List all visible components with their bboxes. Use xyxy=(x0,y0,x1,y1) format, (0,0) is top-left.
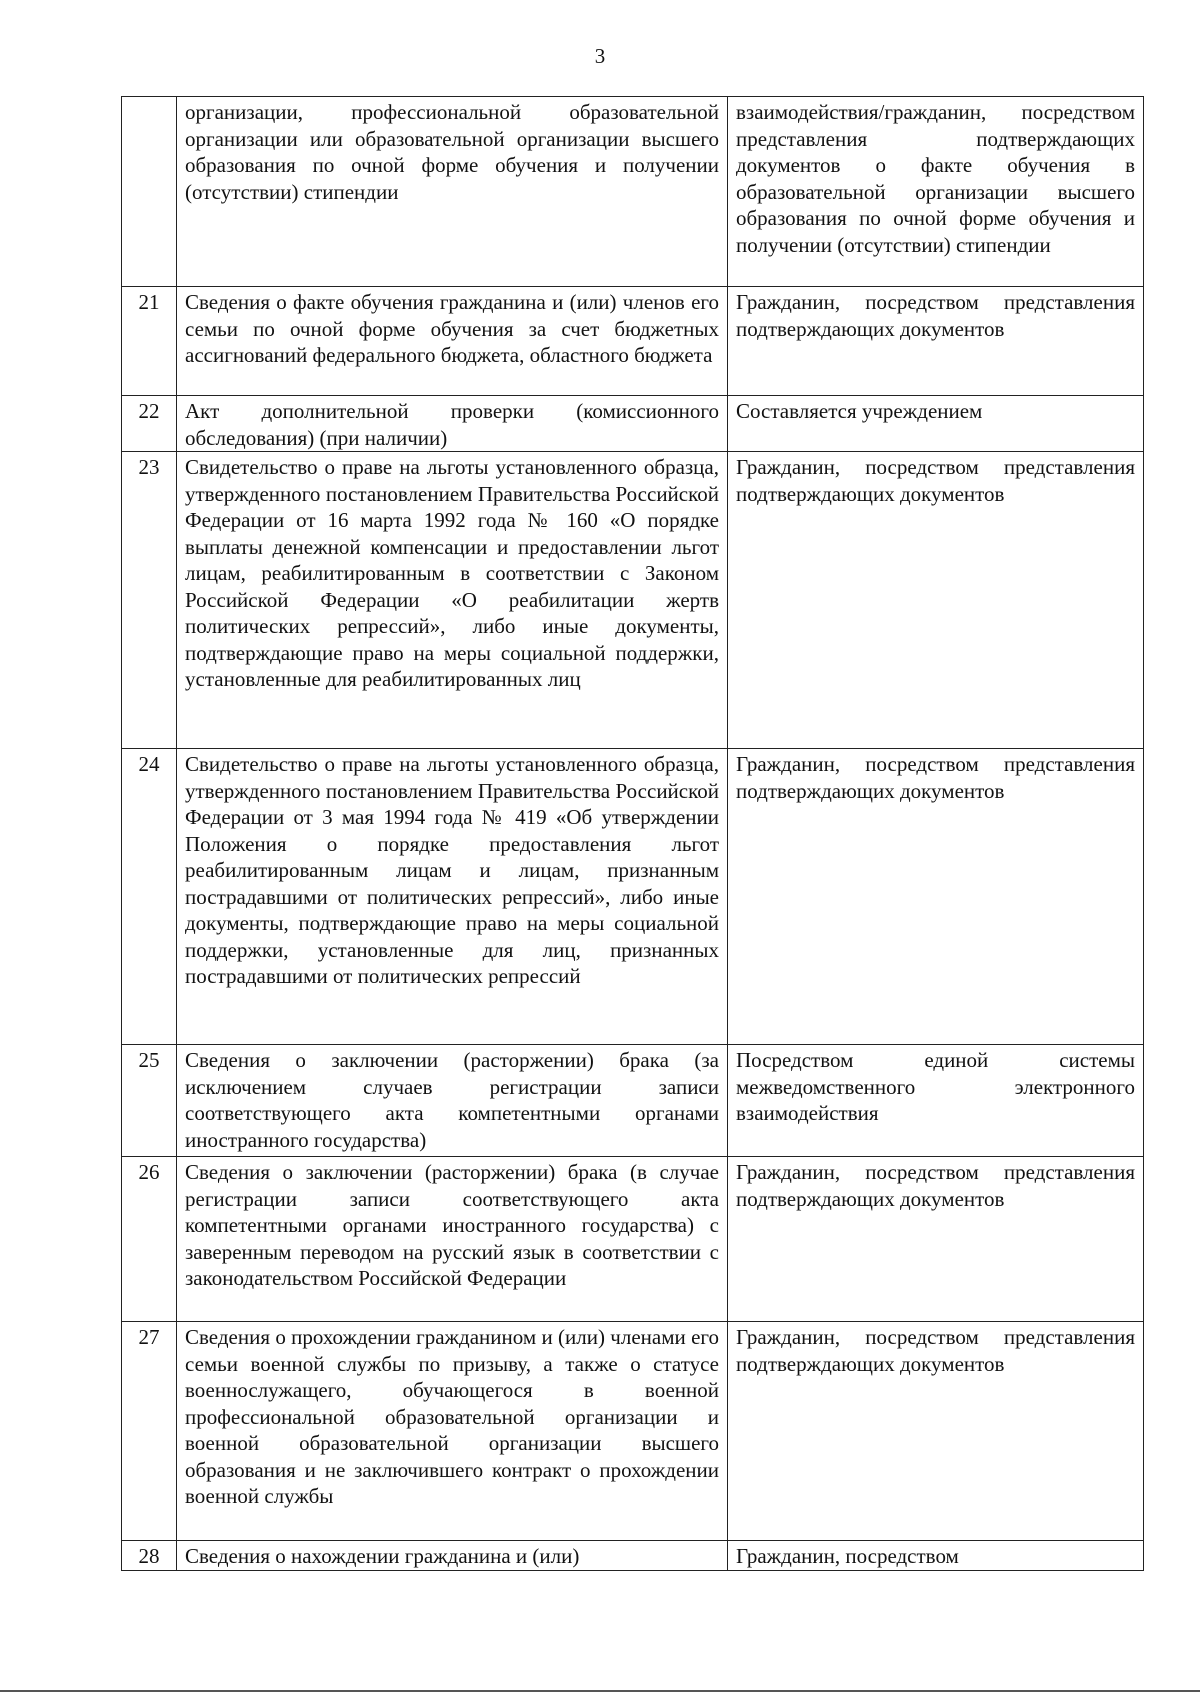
row-number xyxy=(122,97,177,287)
row-number: 23 xyxy=(122,452,177,749)
document-source: Гражданин, посредством xyxy=(728,1541,1144,1571)
document-description: Сведения о факте обучения гражданина и (или) членов его семьи по очной форме обучения за счет бюджетных ассигнований федерального бюджета, областного бюджета xyxy=(177,287,728,396)
row-number: 28 xyxy=(122,1541,177,1571)
document-description: Свидетельство о праве на льготы установленного образца, утвержденного постановлением Правительства Российской Федерации от 16 марта 1992 года № 160 «О порядке выплаты денежной компенсации и предоставлении льгот лицам, реабилитированным в соответствии с Законом Российской Федерации «О реабилитации жертв политических репрессий», либо иные документы, подтверждающие право на меры социальной поддержки, установленные для реабилитированных лиц xyxy=(177,452,728,749)
table-row xyxy=(122,97,1144,287)
table-row xyxy=(122,396,1144,452)
row-number: 27 xyxy=(122,1322,177,1541)
document-source: взаимодействия/гражданин, посредством представления подтверждающих документов о факте обучения в образовательной организации высшего образования по очной форме обучения и получении (отсутствии) стипендии xyxy=(728,97,1144,287)
documents-table xyxy=(121,96,1144,1571)
row-number: 21 xyxy=(122,287,177,396)
table-row xyxy=(122,287,1144,396)
document-source: Составляется учреждением xyxy=(728,396,1144,452)
document-source: Гражданин, посредством представления подтверждающих документов xyxy=(728,749,1144,1045)
table-row xyxy=(122,1541,1144,1571)
document-description: организации, профессиональной образовательной организации или образовательной организации высшего образования по очной форме обучения и получении (отсутствии) стипендии xyxy=(177,97,728,287)
document-description: Сведения о нахождении гражданина и (или) xyxy=(177,1541,728,1571)
document-description: Сведения о заключении (расторжении) брака (в случае регистрации записи соответствующего акта компетентными органами иностранного государства) с заверенным переводом на русский язык в соответствии с законодательством Российской Федерации xyxy=(177,1157,728,1322)
document-description: Сведения о прохождении гражданином и (или) членами его семьи военной службы по призыву, а также о статусе военнослужащего, обучающегося в военной профессиональной образовательной организации и военной образовательной организации высшего образования и не заключившего контракт о прохождении военной службы xyxy=(177,1322,728,1541)
table-row xyxy=(122,1157,1144,1322)
document-description: Свидетельство о праве на льготы установленного образца, утвержденного постановлением Правительства Российской Федерации от 3 мая 1994 года № 419 «Об утверждении Положения о порядке предоставления льгот реабилитированным лицам и лицам, признанным пострадавшими от политических репрессий», либо иные документы, подтверждающие право на меры социальной поддержки, установленные для лиц, признанных пострадавшими от политических репрессий xyxy=(177,749,728,1045)
table-row xyxy=(122,1322,1144,1541)
row-number: 22 xyxy=(122,396,177,452)
document-source: Гражданин, посредством представления подтверждающих документов xyxy=(728,452,1144,749)
document-source: Гражданин, посредством представления подтверждающих документов xyxy=(728,1157,1144,1322)
document-source: Гражданин, посредством представления подтверждающих документов xyxy=(728,1322,1144,1541)
page-number: 3 xyxy=(594,44,606,68)
document-source: Гражданин, посредством представления подтверждающих документов xyxy=(728,287,1144,396)
page-bottom-rule xyxy=(0,1690,1200,1692)
document-description: Акт дополнительной проверки (комиссионного обследования) (при наличии) xyxy=(177,396,728,452)
row-number: 25 xyxy=(122,1045,177,1157)
row-number: 26 xyxy=(122,1157,177,1322)
row-number: 24 xyxy=(122,749,177,1045)
table-row xyxy=(122,1045,1144,1157)
table-row xyxy=(122,452,1144,749)
table-row xyxy=(122,749,1144,1045)
document-description: Сведения о заключении (расторжении) брака (за исключением случаев регистрации записи соответствующего акта компетентными органами иностранного государства) xyxy=(177,1045,728,1157)
document-source: Посредством единой системы межведомственного электронного взаимодействия xyxy=(728,1045,1144,1157)
